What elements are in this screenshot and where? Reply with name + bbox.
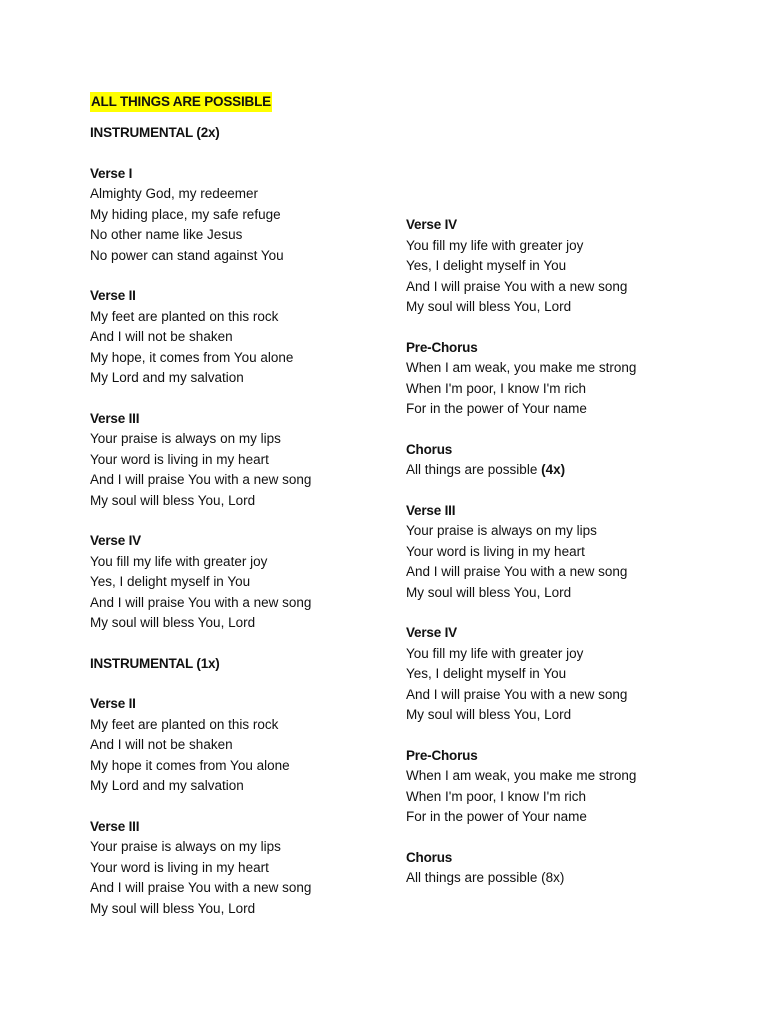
lyric-line: My soul will bless You, Lord: [90, 615, 256, 630]
section-heading: Verse II: [90, 696, 136, 711]
section-heading: Chorus: [406, 849, 453, 865]
repeat-count: (4x): [541, 462, 566, 477]
lyric-line: Your praise is always on my lips: [406, 523, 597, 538]
lyric-line: Yes, I delight myself in You: [90, 574, 251, 589]
section-heading: Pre-Chorus: [406, 339, 478, 355]
lyric-line: My hope it comes from You alone: [90, 757, 290, 773]
lyric-line: You fill my life with greater joy: [90, 553, 268, 569]
lyric-line: My feet are planted on this rock: [90, 716, 279, 732]
lyric-line: And I will praise You with a new song: [406, 686, 628, 702]
section-heading: Verse III: [90, 410, 140, 426]
left-column: [90, 123, 390, 919]
verse-block: [90, 286, 390, 389]
chorus-block: [406, 848, 706, 889]
lyric-line: When I am weak, you make me strong: [406, 360, 637, 375]
lyric-line: Your praise is always on my lips: [90, 839, 281, 854]
lyric-line: Almighty God, my redeemer: [90, 186, 259, 201]
lyric-line: And I will praise You with a new song: [406, 278, 628, 294]
lyric-line: No other name like Jesus: [90, 227, 243, 242]
lyric-line: My Lord and my salvation: [90, 778, 244, 793]
lyric-line: All things are possible (8x): [406, 870, 565, 885]
lyric-line: For in the power of Your name: [406, 809, 587, 824]
lyric-line: And I will praise You with a new song: [90, 594, 312, 610]
lyric-line: My soul will bless You, Lord: [406, 584, 572, 600]
song-title: ALL THINGS ARE POSSIBLE: [90, 92, 272, 112]
lyric-line: Your praise is always on my lips: [90, 431, 281, 446]
lyric-line: And I will praise You with a new song: [90, 880, 312, 895]
lyric-line: Yes, I delight myself in You: [406, 666, 567, 681]
verse-block: [406, 623, 706, 726]
verse-block: [90, 531, 390, 634]
right-column: [406, 215, 706, 889]
section-heading-instrumental: INSTRUMENTAL (2x): [90, 125, 220, 140]
verse-block: [406, 215, 706, 318]
lyric-line: My soul will bless You, Lord: [90, 492, 256, 508]
lyric-line: Yes, I delight myself in You: [406, 258, 567, 273]
verse-block: [90, 694, 390, 797]
lyric-line: No power can stand against You: [90, 247, 284, 263]
lyric-line: Your word is living in my heart: [90, 451, 269, 467]
section-heading: Verse IV: [406, 625, 457, 640]
verse-block: [406, 501, 706, 604]
lyric-line: You fill my life with greater joy: [406, 237, 584, 253]
prechorus-block: [406, 338, 706, 420]
verse-block: [90, 409, 390, 512]
lyric-line: When I'm poor, I know I'm rich: [406, 380, 586, 396]
lyric-line: For in the power of Your name: [406, 401, 587, 416]
lyric-line: And I will not be shaken: [90, 329, 233, 344]
lyric-line: My feet are planted on this rock: [90, 308, 279, 324]
section-heading: Verse I: [90, 165, 133, 181]
lyric-line: Your word is living in my heart: [90, 859, 269, 875]
section-heading: Verse II: [90, 288, 136, 303]
chorus-text: All things are possible: [406, 462, 542, 477]
verse-block: [90, 164, 390, 267]
lyric-line: My hiding place, my safe refuge: [90, 206, 281, 222]
chorus-block: [406, 440, 706, 481]
section-heading-instrumental: INSTRUMENTAL (1x): [90, 655, 220, 671]
lyric-line: My Lord and my salvation: [90, 370, 244, 385]
lyric-line: My soul will bless You, Lord: [90, 900, 256, 916]
lyric-line: And I will praise You with a new song: [90, 472, 312, 487]
lyric-line: And I will not be shaken: [90, 737, 233, 752]
lyric-line: My soul will bless You, Lord: [406, 299, 572, 314]
section-heading: Verse IV: [406, 217, 457, 232]
section-heading: Chorus: [406, 441, 453, 457]
section-heading: Pre-Chorus: [406, 747, 478, 763]
lyric-line: My soul will bless You, Lord: [406, 707, 572, 722]
prechorus-block: [406, 746, 706, 828]
section-heading: Verse III: [90, 818, 140, 834]
lyric-line: My hope, it comes from You alone: [90, 349, 294, 365]
verse-block: [90, 817, 390, 920]
lyric-line: When I am weak, you make me strong: [406, 768, 637, 783]
lyric-line: You fill my life with greater joy: [406, 645, 584, 661]
lyric-line: [406, 460, 706, 481]
lyric-line: Your word is living in my heart: [406, 543, 585, 559]
section-heading: Verse III: [406, 502, 456, 518]
lyric-line: And I will praise You with a new song: [406, 564, 628, 579]
lyric-line: When I'm poor, I know I'm rich: [406, 788, 586, 804]
section-heading: Verse IV: [90, 533, 141, 548]
